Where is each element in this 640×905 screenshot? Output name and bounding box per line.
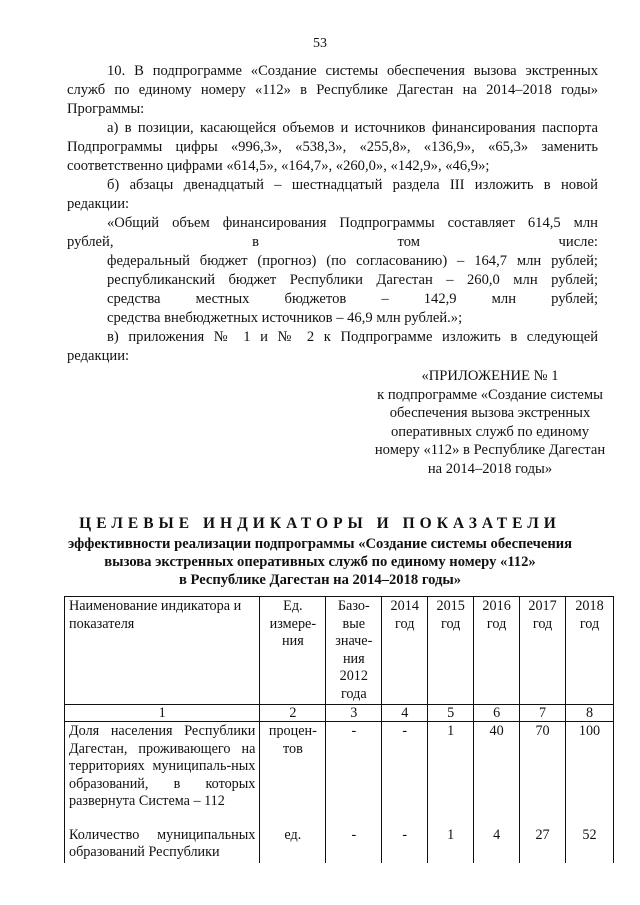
- col-number: 8: [566, 705, 614, 722]
- col-number: 7: [520, 705, 566, 722]
- indicators-title: [40, 515, 600, 589]
- body-line: редакции:: [67, 196, 130, 212]
- body-line: служб по единому номеру «112» в Республике Дагестан на 2014–2018 годы»: [67, 82, 598, 98]
- body-line: федеральный бюджет (прогноз) (по согласованию) – 164,7 млн рублей;: [107, 253, 598, 269]
- indicator-2016: 40: [474, 722, 520, 826]
- appendix-line: номеру «112» в Республике Дагестан: [374, 442, 606, 458]
- body-text: [67, 62, 598, 366]
- indicator-base: -: [326, 826, 382, 863]
- column-number-row: [65, 705, 614, 722]
- appendix-line: «ПРИЛОЖЕНИЕ № 1: [421, 368, 559, 384]
- appendix-heading: [340, 367, 640, 478]
- body-line: Программы:: [67, 101, 145, 117]
- header-2015: 2015 год: [428, 597, 474, 705]
- col-number: 6: [474, 705, 520, 722]
- indicator-2014: -: [382, 826, 428, 863]
- header-name: Наименование индикатора и показателя: [65, 597, 260, 705]
- col-number: 3: [326, 705, 382, 722]
- indicator-unit: ед.: [260, 826, 326, 863]
- appendix-line: к подпрограмме «Создание системы: [377, 386, 603, 403]
- table-row: [65, 722, 614, 826]
- body-line: рублей, в том числе:: [67, 234, 598, 250]
- indicator-2014: -: [382, 722, 428, 826]
- table-header-row: [65, 597, 614, 705]
- col-number: 5: [428, 705, 474, 722]
- indicator-unit: процен-тов: [260, 722, 326, 826]
- header-2014: 2014 год: [382, 597, 428, 705]
- body-line: республиканский бюджет Республики Дагестан – 260,0 млн рублей;: [107, 272, 598, 288]
- title-sub-line: эффективности реализации подпрограммы «Создание системы обеспечения: [67, 536, 573, 552]
- header-2017: 2017 год: [520, 597, 566, 705]
- indicator-name: Количество муниципальных образований Республики: [65, 826, 260, 863]
- col-number: 2: [260, 705, 326, 722]
- indicator-base: -: [326, 722, 382, 826]
- indicator-2015: 1: [428, 826, 474, 863]
- body-line: а) в позиции, касающейся объемов и источников финансирования паспорта: [107, 120, 598, 136]
- body-line: «Общий объем финансирования Подпрограммы составляет 614,5 млн: [107, 215, 598, 231]
- page-number: 53: [313, 36, 327, 51]
- col-number: 4: [382, 705, 428, 722]
- table-row: [65, 826, 614, 863]
- body-line: средства внебюджетных источников – 46,9 млн рублей.»;: [107, 310, 463, 326]
- indicator-2018: 52: [566, 826, 614, 863]
- header-2016: 2016 год: [474, 597, 520, 705]
- header-unit: Ед. измере-ния: [260, 597, 326, 705]
- appendix-line: на 2014–2018 годы»: [427, 460, 553, 477]
- indicator-2015: 1: [428, 722, 474, 826]
- header-2018: 2018 год: [566, 597, 614, 705]
- body-line: 10. В подпрограмме «Создание системы обеспечения вызова экстренных: [107, 63, 598, 79]
- indicator-2018: 100: [566, 722, 614, 826]
- body-line: редакции:: [67, 348, 130, 364]
- appendix-line: обеспечения вызова экстренных: [389, 405, 591, 421]
- indicator-2017: 27: [520, 826, 566, 863]
- indicators-table: [64, 596, 614, 863]
- title-sub-line: в Республике Дагестан на 2014–2018 годы»: [178, 572, 462, 588]
- body-line: соответственно цифрами «614,5», «164,7», «260,0», «142,9», «46,9»;: [67, 158, 490, 174]
- col-number: 1: [65, 705, 260, 722]
- body-line: в) приложения № 1 и № 2 к Подпрограмме изложить в следующей: [107, 329, 598, 345]
- title-sub-line: вызова экстренных оперативных служб по единому номеру «112»: [104, 554, 536, 570]
- indicator-name: Доля населения Республики Дагестан, проживающего на территориях муниципаль-ных образований, в которых развернута Система – 112: [65, 722, 260, 826]
- indicator-2017: 70: [520, 722, 566, 826]
- indicator-2016: 4: [474, 826, 520, 863]
- body-line: Подпрограммы цифры «996,3», «538,3», «255,8», «136,9», «65,3» заменить: [67, 139, 598, 155]
- title-main: ЦЕЛЕВЫЕ ИНДИКАТОРЫ И ПОКАЗАТЕЛИ: [79, 515, 561, 532]
- header-base: Базо-вые значе-ния 2012 года: [326, 597, 382, 705]
- appendix-line: оперативных служб по единому: [390, 423, 590, 440]
- body-line: б) абзацы двенадцатый – шестнадцатый раздела III изложить в новой: [107, 177, 598, 193]
- body-line: средства местных бюджетов – 142,9 млн рублей;: [107, 291, 598, 307]
